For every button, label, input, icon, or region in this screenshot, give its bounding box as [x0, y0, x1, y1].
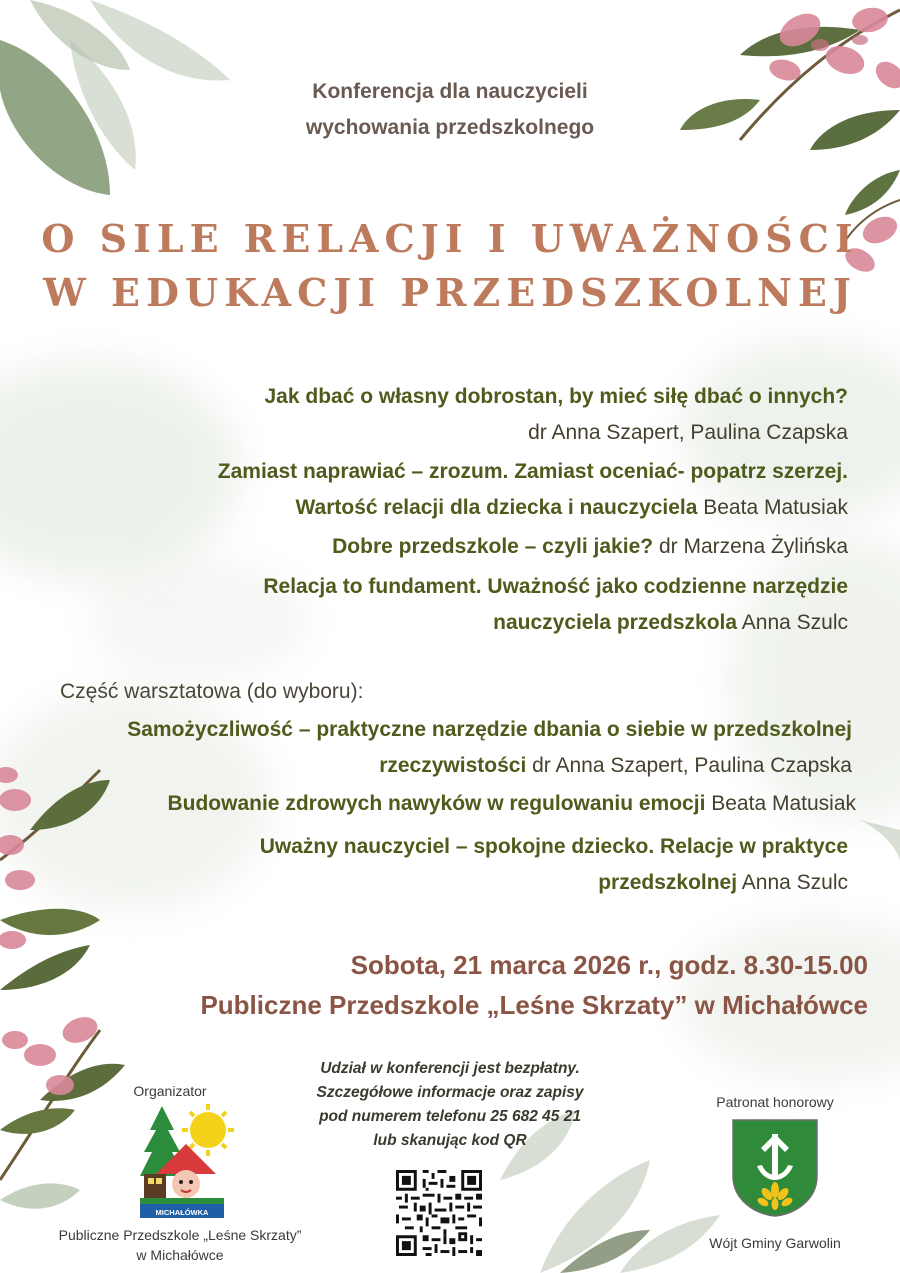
workshop-speakers: dr Anna Szapert, Paulina Czapska: [532, 754, 852, 777]
conference-subtitle: [0, 74, 900, 146]
workshop-speakers: Anna Szulc: [741, 871, 848, 894]
registration-line-4: lub skanując kod QR: [373, 1132, 527, 1149]
subtitle-line-1: Konferencja dla nauczycieli: [312, 80, 588, 103]
workshop-title-line-2: przedszkolnej: [598, 871, 738, 894]
kindergarten-logo-icon: [136, 1100, 240, 1220]
organizer-label: Organizator: [133, 1083, 207, 1099]
logo-text: MICHAŁÓWKA: [155, 1208, 209, 1217]
talk-speakers: Anna Szulc: [741, 611, 848, 634]
coat-of-arms-icon: [731, 1118, 819, 1218]
workshop-item: [127, 712, 852, 784]
talk-speakers: dr Anna Szapert, Paulina Czapska: [528, 421, 848, 444]
organizer-name: [30, 1225, 330, 1265]
talk-speakers: Beata Matusiak: [703, 496, 848, 519]
patron-label: Patronat honorowy: [716, 1094, 834, 1110]
title-line-1: O SILE RELACJI I UWAŻNOŚCI: [41, 216, 859, 261]
workshop-title: Budowanie zdrowych nawyków w regulowaniu emocji: [167, 792, 706, 815]
talk-title-line-1: Relacja to fundament. Uważność jako codzienne narzędzie: [263, 575, 848, 598]
event-place: Publiczne Przedszkole „Leśne Skrzaty” w Michałówce: [200, 990, 868, 1020]
talk-speakers: dr Marzena Żylińska: [658, 535, 848, 558]
talk-item: [265, 379, 849, 451]
talk-title: Jak dbać o własny dobrostan, by mieć siłę dbać o innych?: [264, 385, 848, 408]
workshop-title-line-1: Samożyczliwość – praktyczne narzędzie dbania o siebie w przedszkolnej: [127, 718, 852, 741]
workshop-item: [260, 829, 848, 901]
registration-line-2: Szczegółowe informacje oraz zapisy: [316, 1084, 584, 1101]
patron-name: Wójt Gminy Garwolin: [709, 1235, 841, 1251]
talk-title-line-2: Wartość relacji dla dziecka i nauczyciela: [295, 496, 698, 519]
organizer-name-line-1: Publiczne Przedszkole „Leśne Skrzaty”: [58, 1227, 302, 1243]
talk-title: Dobre przedszkole – czyli jakie?: [332, 535, 654, 558]
talk-item: [263, 569, 848, 641]
registration-line-1: Udział w konferencji jest bezpłatny.: [320, 1060, 580, 1077]
workshop-speakers: Beata Matusiak: [711, 792, 856, 815]
flowers-bottom-left: [0, 1013, 125, 1209]
workshops-intro: Część warsztatowa (do wyboru):: [60, 680, 364, 703]
event-date: Sobota, 21 marca 2026 r., godz. 8.30-15.00: [350, 950, 868, 980]
talk-title-line-1: Zamiast naprawiać – zrozum. Zamiast oceniać- popatrz szerzej.: [217, 460, 848, 483]
organizer-name-line-2: w Michałówce: [136, 1247, 224, 1263]
qr-code-icon[interactable]: [396, 1170, 482, 1256]
workshop-item: [167, 786, 856, 822]
subtitle-line-2: wychowania przedszkolnego: [305, 116, 595, 139]
talk-item: [218, 454, 848, 526]
talk-item: [332, 529, 848, 565]
registration-info: [260, 1057, 640, 1153]
workshop-title-line-1: Uważny nauczyciel – spokojne dziecko. Relacje w praktyce: [259, 835, 848, 858]
title-line-2: W EDUKACJI PRZEDSZKOLNEJ: [43, 270, 857, 315]
workshop-title-line-2: rzeczywistości: [379, 754, 527, 777]
conference-title: [0, 212, 900, 320]
talk-title-line-2: nauczyciela przedszkola: [493, 611, 738, 634]
registration-line-3: pod numerem telefonu 25 682 45 21: [319, 1108, 581, 1125]
